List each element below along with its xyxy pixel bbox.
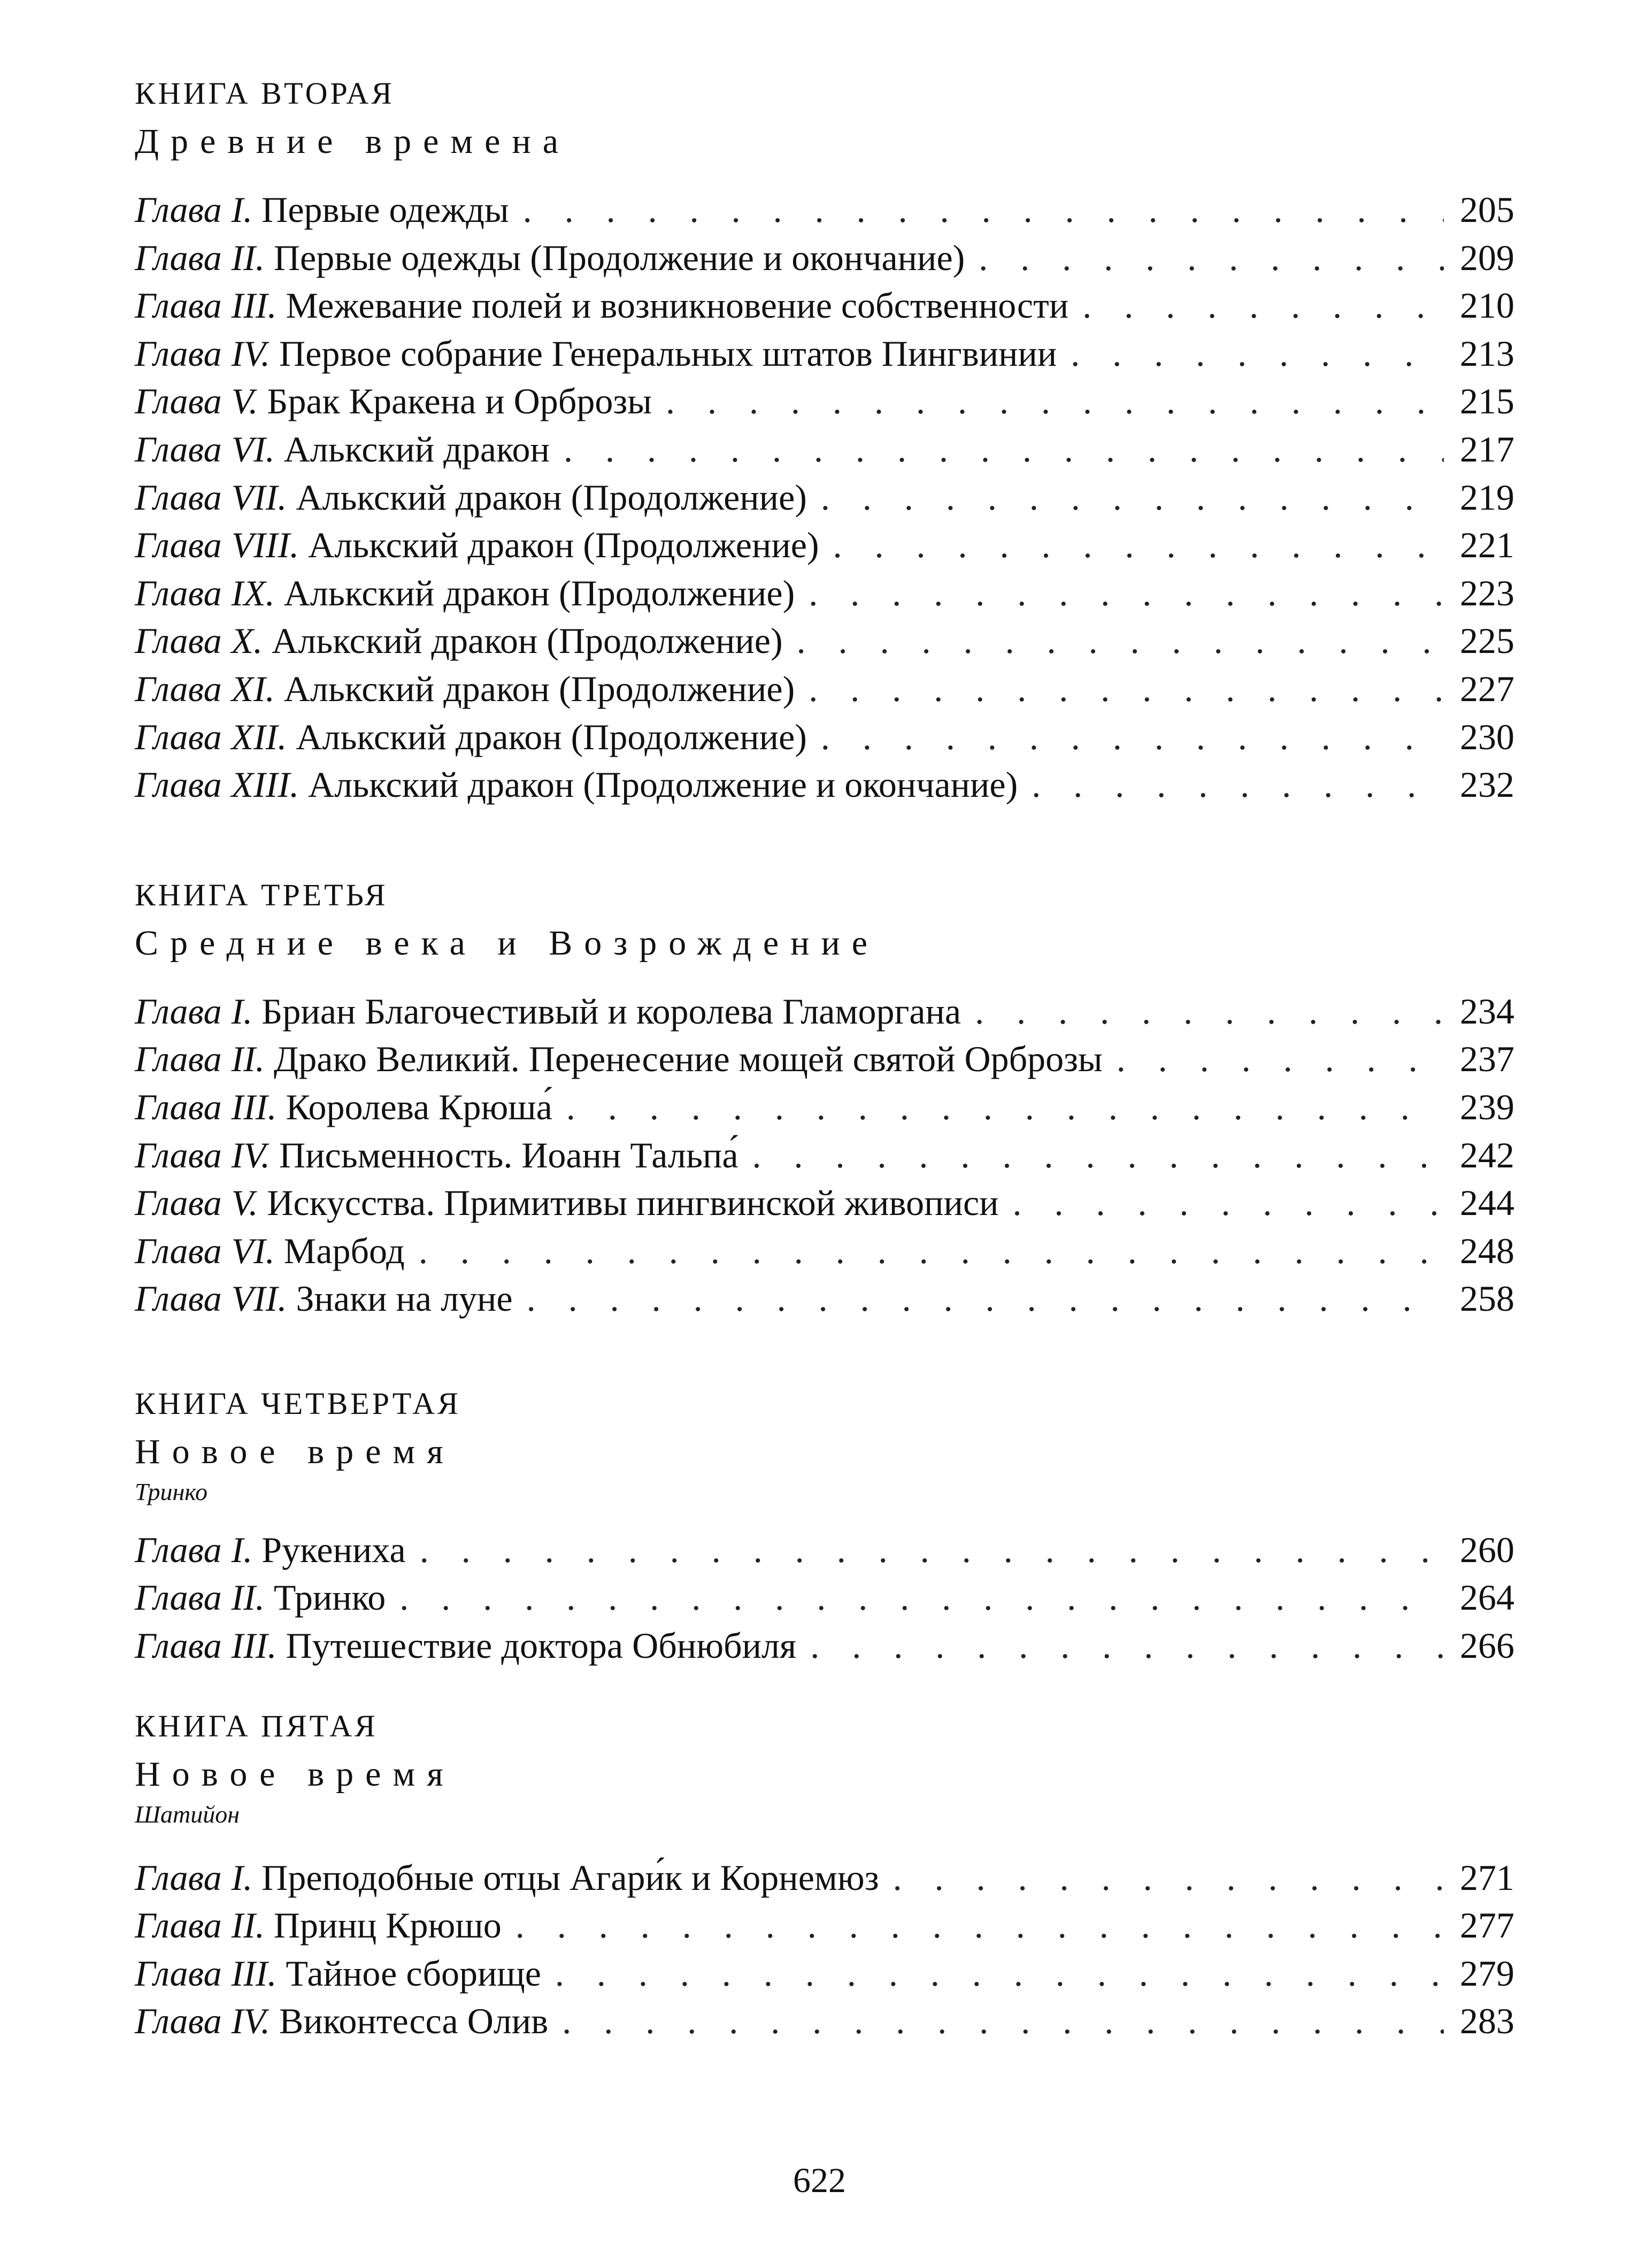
chapter-row [135, 570, 1514, 618]
chapter-number: III. [231, 1625, 277, 1666]
chapter-number: XI. [231, 668, 275, 709]
chapter-word: Глава [135, 1857, 222, 1898]
chapter-title: Первое собрание Генеральных штатов Пингвинии [279, 333, 1057, 374]
chapter-title: Алькский дракон (Продолжение) [308, 525, 819, 566]
chapter-number: I. [231, 1529, 253, 1570]
dot-leader [833, 521, 1444, 570]
dot-leader [666, 378, 1444, 426]
dot-leader [1082, 282, 1444, 330]
chapter-word: Глава [135, 1230, 222, 1271]
chapter-list [135, 186, 1514, 809]
page-number: 209 [1460, 237, 1514, 278]
chapter-number: XII. [231, 716, 287, 757]
chapter-row [135, 1275, 1514, 1323]
dot-leader [979, 234, 1444, 282]
chapter-title: Знаки на луне [296, 1278, 513, 1319]
book-title: Древние времена [135, 122, 571, 161]
chapter-row [135, 1622, 1514, 1670]
chapter-number: VII. [231, 1278, 287, 1319]
chapter-number: IV. [231, 2001, 271, 2042]
chapter-word: Глава [135, 1577, 222, 1618]
dot-leader [1032, 761, 1444, 809]
chapter-title: Тайное сборище [286, 1952, 541, 1994]
dot-leader [420, 1526, 1444, 1574]
chapter-title: Алькский дракон (Продолжение и окончание) [308, 764, 1018, 805]
chapter-title: Алькский дракон (Продолжение) [272, 620, 783, 662]
dot-leader [555, 1950, 1444, 1998]
chapter-title: Принц Крюшо [273, 1905, 502, 1946]
chapter-title: Марбод [283, 1230, 405, 1271]
chapter-row [135, 761, 1514, 809]
chapter-word: Глава [135, 1039, 222, 1080]
chapter-word: Глава [135, 1905, 222, 1946]
chapter-row [135, 1574, 1514, 1622]
page-number: 234 [1460, 990, 1514, 1032]
page-folio: 622 [793, 2161, 846, 2200]
chapter-title: Рукениха [261, 1529, 406, 1570]
chapter-number: VI. [231, 1230, 275, 1271]
chapter-row [135, 1083, 1514, 1132]
page-number: 221 [1460, 525, 1514, 566]
chapter-word: Глава [135, 990, 222, 1032]
dot-leader [797, 617, 1444, 665]
page-number: 244 [1460, 1182, 1514, 1224]
chapter-word: Глава [135, 1952, 222, 1994]
chapter-word: Глава [135, 1086, 222, 1127]
chapter-row [135, 1950, 1514, 1998]
chapter-row [135, 988, 1514, 1036]
page-number: 279 [1460, 1952, 1514, 1994]
dot-leader [564, 426, 1444, 474]
chapter-title: Тринко [273, 1577, 386, 1618]
book-section [135, 1385, 1514, 1670]
chapter-row [135, 521, 1514, 570]
chapter-number: IX. [231, 572, 275, 613]
chapter-word: Глава [135, 1278, 222, 1319]
page-number: 266 [1460, 1625, 1514, 1666]
chapter-number: III. [231, 285, 277, 326]
page-number: 248 [1460, 1230, 1514, 1271]
chapter-list [135, 1526, 1514, 1670]
chapter-word: Глава [135, 1134, 222, 1175]
chapter-row [135, 1179, 1514, 1227]
dot-leader [1117, 1035, 1444, 1083]
chapter-row [135, 1902, 1514, 1950]
page-number: 210 [1460, 285, 1514, 326]
chapter-number: V. [231, 381, 258, 422]
chapter-word: Глава [135, 428, 222, 470]
chapter-title: Алькский дракон [283, 428, 550, 470]
chapter-row [135, 1132, 1514, 1180]
page-number: 237 [1460, 1039, 1514, 1080]
page-number: 283 [1460, 2001, 1514, 2042]
book-title: Новое время [135, 1754, 455, 1794]
dot-leader [1071, 330, 1444, 378]
book-title: Средние века и Возрождение [135, 923, 880, 963]
chapter-number: VI. [231, 428, 275, 470]
chapter-row [135, 426, 1514, 474]
chapter-number: V. [231, 1182, 258, 1224]
chapter-number: III. [231, 1952, 277, 1994]
dot-leader [399, 1574, 1444, 1622]
dot-leader [893, 1854, 1444, 1902]
dot-leader [527, 1275, 1444, 1323]
chapter-title: Алькский дракон (Продолжение) [283, 668, 795, 709]
book-section [135, 75, 1514, 809]
chapter-row [135, 474, 1514, 522]
dot-leader [821, 713, 1444, 762]
chapter-word: Глава [135, 237, 222, 278]
chapter-title: Брак Кракена и Орброзы [267, 381, 652, 422]
dot-leader [515, 1902, 1444, 1950]
chapter-row [135, 282, 1514, 330]
chapter-number: VIII. [231, 525, 299, 566]
chapter-title: Искусства. Примитивы пингвинской живописи [267, 1182, 999, 1224]
book-label: КНИГА ЧЕТВЕРТАЯ [135, 1386, 461, 1421]
page-number: 227 [1460, 668, 1514, 709]
page-number: 217 [1460, 428, 1514, 470]
chapter-number: I. [231, 1857, 253, 1898]
chapter-title: Драко Великий. Перенесение мощей святой Орброзы [273, 1039, 1103, 1080]
page-number: 230 [1460, 716, 1514, 757]
chapter-row [135, 378, 1514, 426]
chapter-number: II. [231, 237, 265, 278]
book-title: Новое время [135, 1432, 455, 1471]
book-subtitle: Шатийон [135, 1800, 240, 1828]
page-number: 239 [1460, 1086, 1514, 1127]
chapter-number: I. [231, 189, 253, 230]
chapter-number: VII. [231, 476, 287, 518]
chapter-row [135, 1227, 1514, 1275]
chapter-number: III. [231, 1086, 277, 1127]
chapter-number: XIII. [231, 764, 299, 805]
chapter-word: Глава [135, 1529, 222, 1570]
table-of-contents [135, 75, 1514, 2046]
book-label: КНИГА ВТОРАЯ [135, 76, 395, 111]
book-subtitle: Тринко [135, 1478, 208, 1505]
chapter-row [135, 234, 1514, 282]
dot-leader [975, 988, 1444, 1036]
chapter-row [135, 665, 1514, 713]
chapter-row [135, 617, 1514, 665]
page-number: 223 [1460, 572, 1514, 613]
page-number: 215 [1460, 381, 1514, 422]
chapter-title: Преподобные отцы Агари́к и Корнемюз [261, 1857, 879, 1898]
chapter-title: Королева Крюша́ [286, 1086, 552, 1127]
dot-leader [566, 1083, 1444, 1132]
dot-leader [821, 474, 1444, 522]
chapter-word: Глава [135, 668, 222, 709]
dot-leader [810, 1622, 1444, 1670]
chapter-title: Письменность. Иоанн Тальпа́ [279, 1134, 738, 1175]
chapter-number: II. [231, 1577, 265, 1618]
dot-leader [523, 186, 1444, 234]
chapter-word: Глава [135, 189, 222, 230]
page-number: 271 [1460, 1857, 1514, 1898]
dot-leader [1013, 1179, 1444, 1227]
chapter-word: Глава [135, 716, 222, 757]
chapter-title: Алькский дракон (Продолжение) [296, 716, 807, 757]
chapter-title: Первые одежды [261, 189, 509, 230]
chapter-word: Глава [135, 572, 222, 613]
chapter-number: X. [231, 620, 263, 662]
page-number: 242 [1460, 1134, 1514, 1175]
chapter-word: Глава [135, 1625, 222, 1666]
dot-leader [809, 665, 1444, 713]
dot-leader [562, 1997, 1444, 2046]
chapter-number: IV. [231, 333, 271, 374]
chapter-title: Виконтесса Олив [279, 2001, 549, 2042]
page-number: 264 [1460, 1577, 1514, 1618]
book-label: КНИГА ПЯТАЯ [135, 1708, 378, 1743]
chapter-title: Алькский дракон (Продолжение) [283, 572, 795, 613]
page-number: 205 [1460, 189, 1514, 230]
dot-leader [752, 1132, 1444, 1180]
book-section [135, 877, 1514, 1323]
chapter-title: Бриан Благочестивый и королева Гламоргана [261, 990, 961, 1032]
chapter-row [135, 713, 1514, 762]
book-section [135, 1708, 1514, 2046]
chapter-number: I. [231, 990, 253, 1032]
chapter-word: Глава [135, 381, 222, 422]
page-number: 258 [1460, 1278, 1514, 1319]
chapter-number: II. [231, 1905, 265, 1946]
chapter-word: Глава [135, 525, 222, 566]
page-number: 219 [1460, 476, 1514, 518]
page-number: 260 [1460, 1529, 1514, 1570]
chapter-word: Глава [135, 2001, 222, 2042]
chapter-word: Глава [135, 1182, 222, 1224]
chapter-word: Глава [135, 620, 222, 662]
page-number: 277 [1460, 1905, 1514, 1946]
page-number: 213 [1460, 333, 1514, 374]
chapter-number: II. [231, 1039, 265, 1080]
chapter-word: Глава [135, 333, 222, 374]
chapter-word: Глава [135, 476, 222, 518]
chapter-row [135, 1997, 1514, 2046]
chapter-list [135, 988, 1514, 1323]
chapter-title: Алькский дракон (Продолжение) [296, 476, 807, 518]
page-number: 232 [1460, 764, 1514, 805]
chapter-row [135, 1526, 1514, 1574]
page-number: 225 [1460, 620, 1514, 662]
chapter-list [135, 1854, 1514, 2046]
chapter-row [135, 330, 1514, 378]
chapter-row [135, 1854, 1514, 1902]
chapter-row [135, 1035, 1514, 1083]
chapter-title: Межевание полей и возникновение собственности [286, 285, 1069, 326]
book-label: КНИГА ТРЕТЬЯ [135, 877, 388, 912]
chapter-number: IV. [231, 1134, 271, 1175]
chapter-word: Глава [135, 285, 222, 326]
chapter-title: Первые одежды (Продолжение и окончание) [273, 237, 965, 278]
chapter-word: Глава [135, 764, 222, 805]
dot-leader [419, 1227, 1444, 1275]
chapter-title: Путешествие доктора Обнюбиля [286, 1625, 797, 1666]
dot-leader [809, 570, 1444, 618]
chapter-row [135, 186, 1514, 234]
